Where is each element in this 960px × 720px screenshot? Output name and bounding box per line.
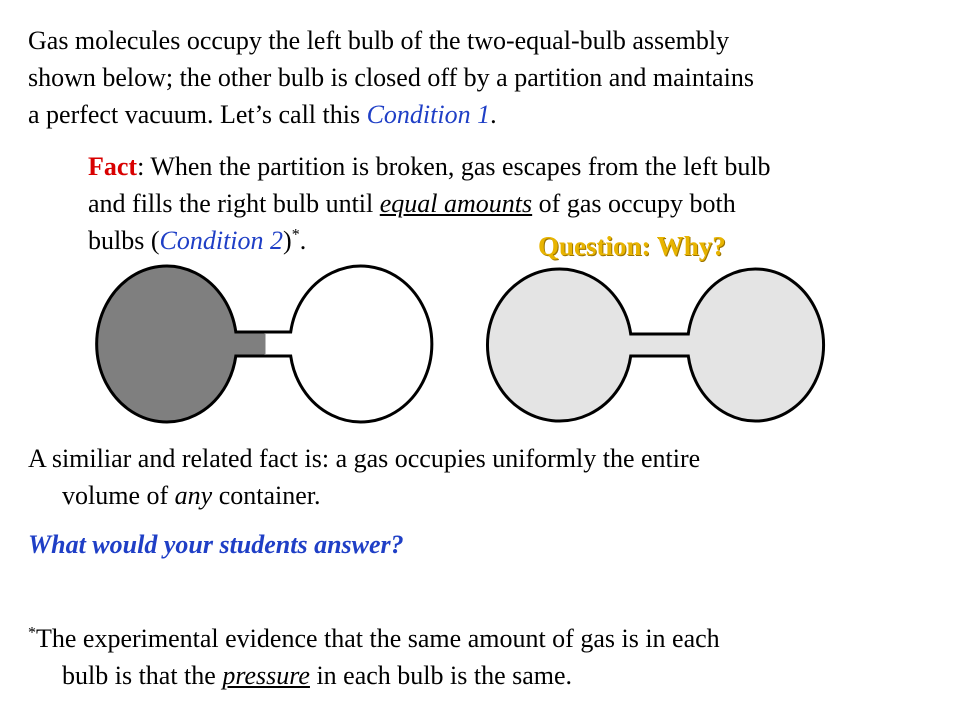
footnote-paragraph	[28, 620, 948, 694]
related-fact-paragraph	[28, 440, 948, 514]
any-emphasis: any	[174, 481, 213, 510]
equal-amounts-emphasis: equal amounts	[379, 189, 533, 218]
intro-line-2: shown below; the other bulb is closed off by a partition and maintains	[28, 63, 754, 92]
fact-label: Fact	[88, 152, 138, 181]
left-bulb-gas	[97, 266, 265, 422]
intro-line-3: a perfect vacuum. Let’s call this	[28, 100, 367, 129]
condition-2-both-bulbs-gas	[487, 269, 823, 421]
related-line-1: A similiar and related fact is: a gas occupies uniformly the entire	[28, 444, 701, 473]
condition-2-term: Condition 2	[159, 226, 284, 255]
condition-1-assembly	[97, 266, 432, 422]
fact-text-3: of gas occupy both	[532, 189, 736, 218]
connector-vacuum	[265, 332, 291, 356]
student-prompt: What would your students answer?	[28, 530, 404, 559]
question-why: Question: Why?	[538, 231, 726, 261]
condition-1-term: Condition 1	[366, 100, 491, 129]
pressure-emphasis: pressure	[222, 661, 310, 690]
fact-text-6: .	[299, 226, 307, 255]
condition-2-assembly	[487, 269, 823, 421]
footnote-marker: *	[291, 226, 300, 244]
related-line-2b: container.	[212, 481, 321, 510]
fact-text-1: : When the partition is broken, gas escapes from the left bulb	[137, 152, 771, 181]
fact-text-2: and fills the right bulb until	[88, 189, 380, 218]
footnote-star: *	[28, 624, 36, 642]
related-line-2a: volume of	[62, 481, 175, 510]
fact-text-5: )	[283, 226, 292, 255]
footnote-line-1: The experimental evidence that the same amount of gas is in each	[36, 624, 720, 653]
intro-end: .	[490, 100, 497, 129]
fact-text-4: bulbs (	[88, 226, 160, 255]
footnote-line-2b: in each bulb is the same.	[309, 661, 573, 690]
intro-line-1: Gas molecules occupy the left bulb of the two-equal-bulb assembly	[28, 26, 730, 55]
footnote-line-2a: bulb is that the	[62, 661, 223, 690]
